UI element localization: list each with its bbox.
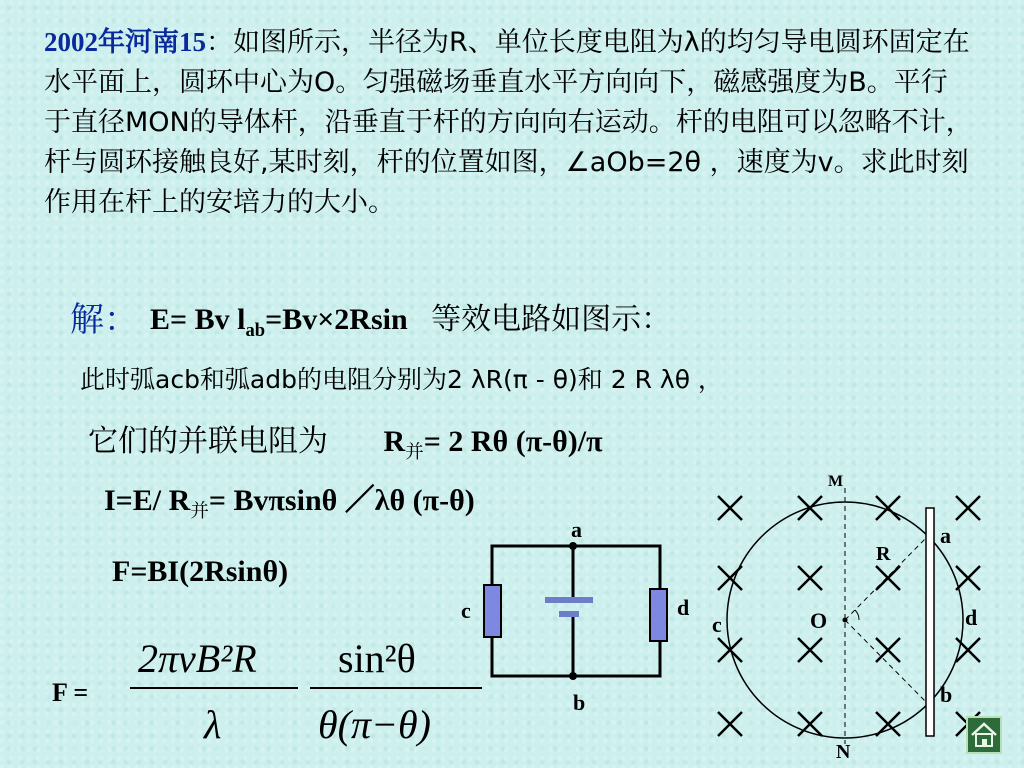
ring-label-d: d bbox=[965, 605, 978, 630]
ring-label-b: b bbox=[940, 682, 953, 707]
resistance-sentence: 此时弧acb和弧adb的电阻分别为2 λR(π - θ)和 2 R λθ ， bbox=[80, 365, 723, 394]
emf-rhs: =Bv×2Rsin bbox=[265, 303, 408, 336]
parallel-expression: = 2 Rθ (π-θ)/π bbox=[423, 425, 603, 458]
formula-denominator-1: λ bbox=[204, 702, 222, 747]
circuit-label-d: d bbox=[677, 595, 690, 620]
field-cross bbox=[876, 566, 900, 590]
problem-source: 2002年河南15 bbox=[44, 27, 206, 57]
ring-label-c: c bbox=[712, 612, 722, 637]
emf-equation bbox=[150, 294, 671, 342]
problem-statement bbox=[44, 22, 974, 223]
resistance-text bbox=[80, 360, 723, 396]
field-cross bbox=[798, 638, 822, 662]
force-equation: F=BI(2Rsinθ) bbox=[112, 555, 289, 588]
node-a bbox=[569, 542, 577, 550]
final-force-lhs: F = bbox=[52, 678, 89, 707]
conductor-rod bbox=[926, 508, 934, 736]
field-cross bbox=[718, 638, 742, 662]
emf-note: 等效电路如图示： bbox=[431, 302, 672, 337]
parallel-subscript: 并 bbox=[405, 442, 424, 463]
field-cross bbox=[718, 712, 742, 736]
node-b bbox=[569, 672, 577, 680]
formula-numerator-2: sin²θ bbox=[338, 636, 416, 681]
center-O-point bbox=[843, 618, 848, 623]
field-cross bbox=[876, 496, 900, 520]
field-cross bbox=[876, 638, 900, 662]
emf-lhs: E= Bv l bbox=[150, 303, 246, 336]
field-cross bbox=[956, 566, 980, 590]
formula-numerator-1: 2πvB²R bbox=[138, 636, 257, 681]
field-cross bbox=[956, 496, 980, 520]
parallel-equation bbox=[88, 416, 603, 464]
home-icon bbox=[968, 718, 1000, 752]
solution-label: 解： bbox=[70, 300, 138, 340]
ring-label-M: M bbox=[828, 473, 844, 490]
ring-label-R: R bbox=[876, 543, 891, 565]
parallel-R: R bbox=[383, 425, 406, 458]
circuit-label-c: c bbox=[461, 598, 471, 623]
current-equation bbox=[104, 475, 475, 523]
current-expression: = Bvπsinθ ／λθ (π-θ) bbox=[208, 484, 475, 517]
ring-label-a: a bbox=[940, 523, 951, 548]
current-subscript: 并 bbox=[190, 501, 209, 522]
resistor-c bbox=[484, 585, 501, 637]
home-button[interactable] bbox=[966, 716, 1002, 754]
equivalent-circuit bbox=[455, 515, 705, 725]
parallel-intro: 它们的并联电阻为 bbox=[88, 424, 328, 459]
current-lhs: I=E/ R bbox=[104, 484, 191, 517]
field-cross bbox=[798, 566, 822, 590]
resistor-d bbox=[650, 589, 667, 641]
angle-theta-arc bbox=[855, 610, 859, 620]
circuit-label-a: a bbox=[571, 517, 582, 542]
radius-Ob bbox=[845, 620, 929, 705]
final-force-formula bbox=[120, 620, 490, 760]
battery-long-plate bbox=[545, 597, 593, 603]
formula-denominator-2: θ(π−θ) bbox=[318, 702, 431, 747]
battery-short-plate bbox=[559, 611, 579, 617]
emf-subscript: ab bbox=[245, 320, 266, 341]
field-cross bbox=[718, 496, 742, 520]
ring-label-N: N bbox=[836, 741, 851, 763]
ring-label-O: O bbox=[810, 608, 828, 633]
problem-text: ：如图所示，半径为R、单位长度电阻为λ的均匀导电圆环固定在水平面上，圆环中心为O。匀强磁场垂直水平方向向下，磁感强度为B。平行于直径MON的导体杆，沿垂直于杆的方向向右运动。杆的电阻可以忽略不计，杆与圆环接触良好,某时刻，杆的位置如图，∠aOb=2θ ，速度为v。求此时刻作用在杆上的安培力的大小。 bbox=[44, 27, 973, 218]
circuit-label-b: b bbox=[573, 690, 586, 715]
